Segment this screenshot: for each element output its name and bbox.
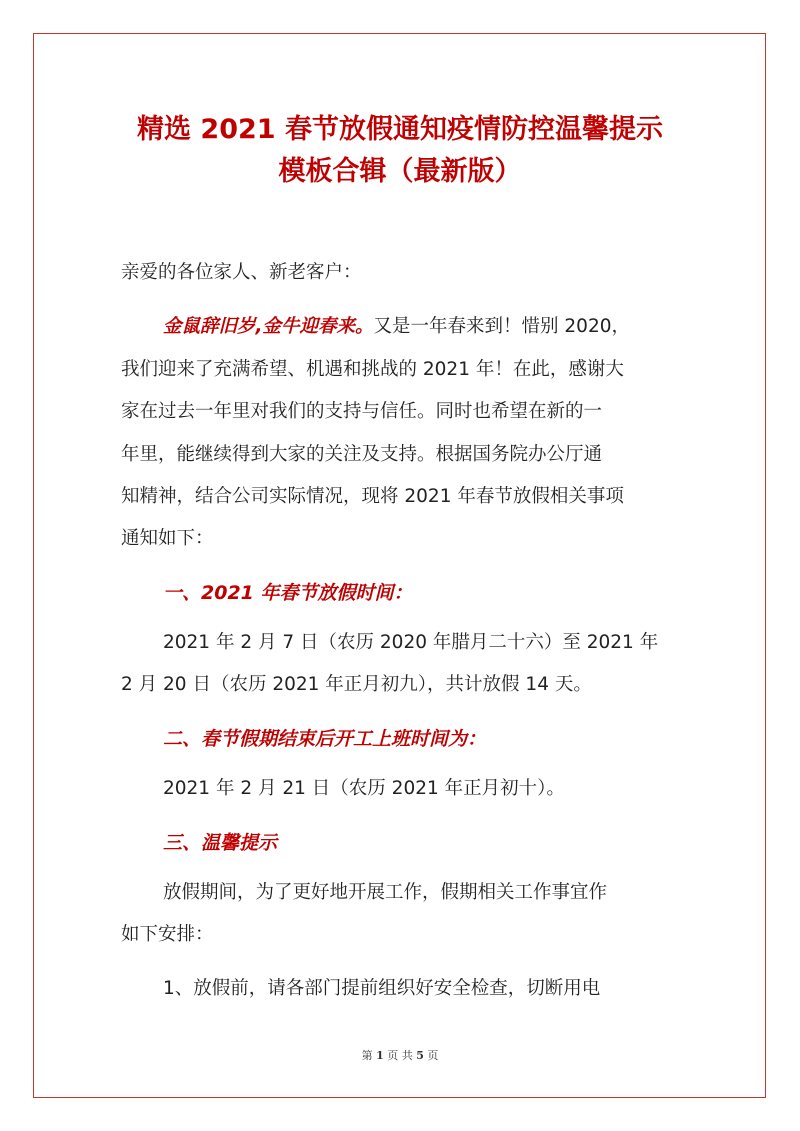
section-3-heading: 三、温馨提示	[163, 832, 278, 854]
intro-line-1-rest: 又是一年春来到！惜别 2020，	[373, 316, 630, 337]
section-2-line-1: 2021 年 2 月 21 日（农历 2021 年正月初十）。	[163, 778, 565, 799]
section-3-line-2: 如下安排：	[121, 924, 214, 945]
intro-line-4: 年里，能继续得到大家的关注及支持。根据国务院办公厅通	[121, 444, 603, 465]
section-1-heading: 一、2021 年春节放假时间：	[163, 582, 413, 604]
section-1-line-1: 2021 年 2 月 7 日（农历 2020 年腊月二十六）至 2021 年	[163, 632, 659, 653]
intro-line-1	[163, 309, 683, 345]
footer-mid: 页 共	[387, 1049, 413, 1062]
footer-total-pages: 5	[416, 1049, 424, 1062]
footer-page-number: 1	[376, 1049, 384, 1062]
intro-line-3: 家在过去一年里对我们的支持与信任。同时也希望在新的一	[121, 401, 603, 422]
intro-highlight: 金鼠辞旧岁,金牛迎春来。	[163, 316, 374, 337]
intro-line-5: 知精神，结合公司实际情况，现将 2021 年春节放假相关事项	[121, 486, 624, 507]
footer-suffix: 页	[427, 1049, 439, 1062]
intro-line-6: 通知如下：	[121, 528, 214, 549]
section-1-line-2: 2 月 20 日（农历 2021 年正月初九），共计放假 14 天。	[121, 674, 592, 695]
document-title-line-2: 模板合辑（最新版）	[278, 156, 522, 187]
page-footer	[0, 1047, 800, 1063]
document-title-line-1: 精选 2021 春节放假通知疫情防控温馨提示	[137, 114, 663, 145]
item-1-line-1: 1、放假前，请各部门提前组织好安全检查，切断用电	[163, 978, 601, 999]
section-2-heading: 二、春节假期结束后开工上班时间为：	[163, 728, 487, 750]
salutation: 亲爱的各位家人、新老客户：	[121, 262, 362, 283]
footer-prefix: 第	[361, 1049, 373, 1062]
section-3-line-1: 放假期间，为了更好地开展工作，假期相关工作事宜作	[163, 882, 608, 903]
intro-line-2: 我们迎来了充满希望、机遇和挑战的 2021 年！在此，感谢大	[121, 359, 624, 380]
